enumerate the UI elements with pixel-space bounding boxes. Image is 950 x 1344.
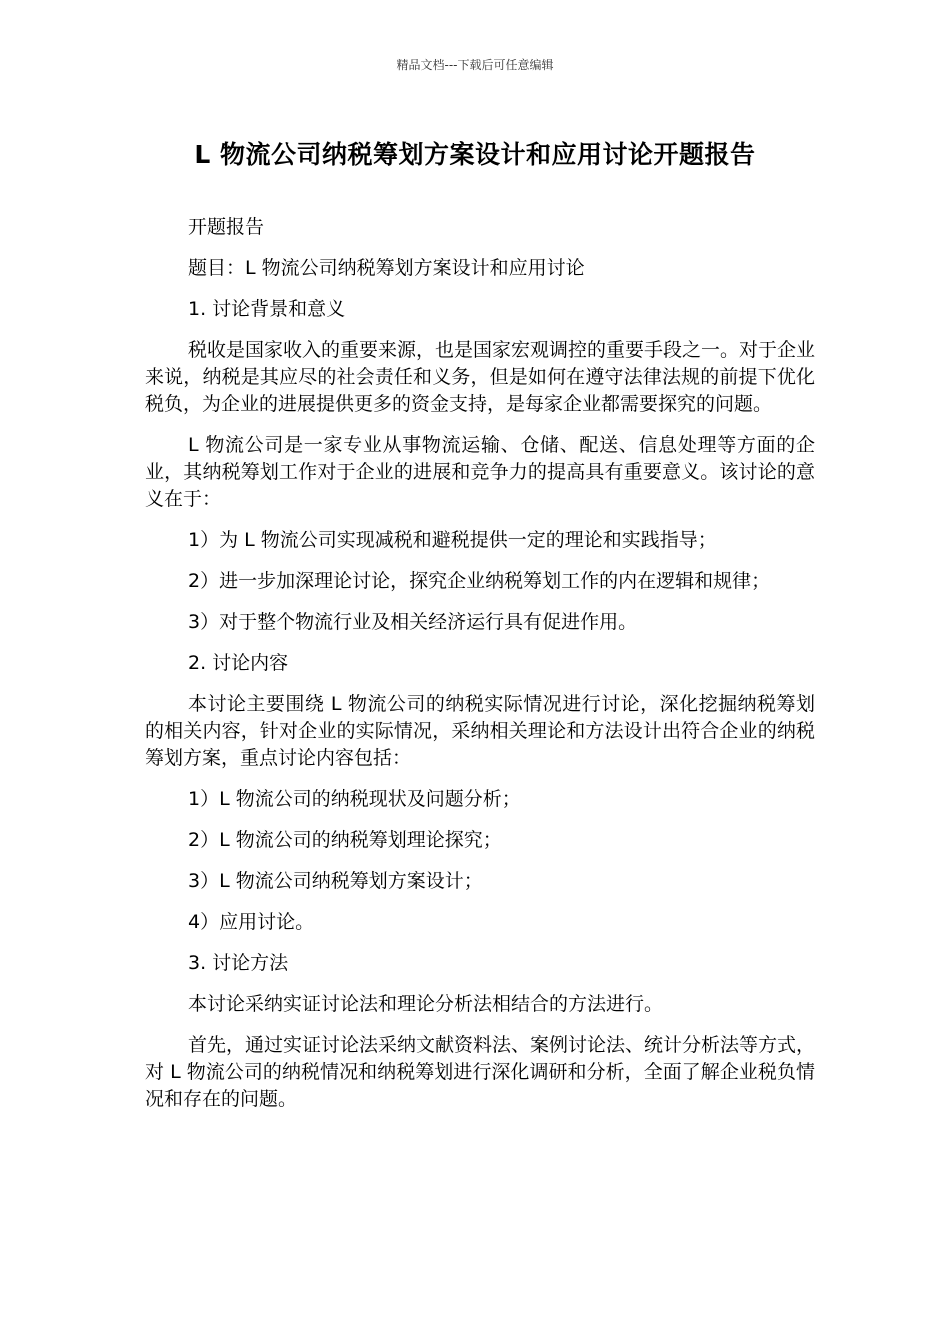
- section-heading: 2. 讨论内容: [188, 652, 289, 674]
- paragraph: 本讨论主要围绕 L 物流公司的纳税实际情况进行讨论，深化挖掘纳税筹划的相关内容，针对企业的实际情况，采纳相关理论和方法设计出符合企业的纳税筹划方案，重点讨论内容包括：: [145, 693, 815, 769]
- list-item: 3）L 物流公司纳税筹划方案设计；: [188, 870, 483, 892]
- paragraph: 税收是国家收入的重要来源，也是国家宏观调控的重要手段之一。对于企业来说，纳税是其应尽的社会责任和义务，但是如何在遵守法律法规的前提下优化税负，为企业的进展提供更多的资金支持，是每家企业都需要探究的问题。: [145, 339, 816, 415]
- list-item: 3）对于整个物流行业及相关经济运行具有促进作用。: [188, 611, 638, 633]
- paragraph: 本讨论采纳实证讨论法和理论分析法相结合的方法进行。: [188, 993, 664, 1015]
- header-note: 精品文档---下载后可任意编辑: [396, 58, 554, 72]
- list-item: 2）进一步加深理论讨论，探究企业纳税筹划工作的内在逻辑和规律；: [188, 570, 771, 592]
- document-title: L 物流公司纳税筹划方案设计和应用讨论开题报告: [194, 140, 756, 169]
- paragraph: L 物流公司是一家专业从事物流运输、仓储、配送、信息处理等方面的企业，其纳税筹划工作对于企业的进展和竞争力的提高具有重要意义。该讨论的意义在于：: [145, 434, 815, 510]
- document-body: [145, 214, 815, 1127]
- paragraph-topic: 题目：L 物流公司纳税筹划方案设计和应用讨论: [188, 257, 585, 279]
- paragraph: 首先，通过实证讨论法采纳文献资料法、案例讨论法、统计分析法等方式，对 L 物流公司的纳税情况和纳税筹划进行深化调研和分析，全面了解企业税负情况和存在的问题。: [145, 1034, 816, 1110]
- list-item: 1）为 L 物流公司实现减税和避税提供一定的理论和实践指导；: [188, 529, 717, 551]
- list-item: 2）L 物流公司的纳税筹划理论探究；: [188, 829, 502, 851]
- section-heading: 1. 讨论背景和意义: [188, 298, 346, 320]
- list-item: 4）应用讨论。: [188, 911, 315, 933]
- list-item: 1）L 物流公司的纳税现状及问题分析；: [188, 788, 521, 810]
- paragraph-label: 开题报告: [188, 216, 265, 238]
- section-heading: 3. 讨论方法: [188, 952, 289, 974]
